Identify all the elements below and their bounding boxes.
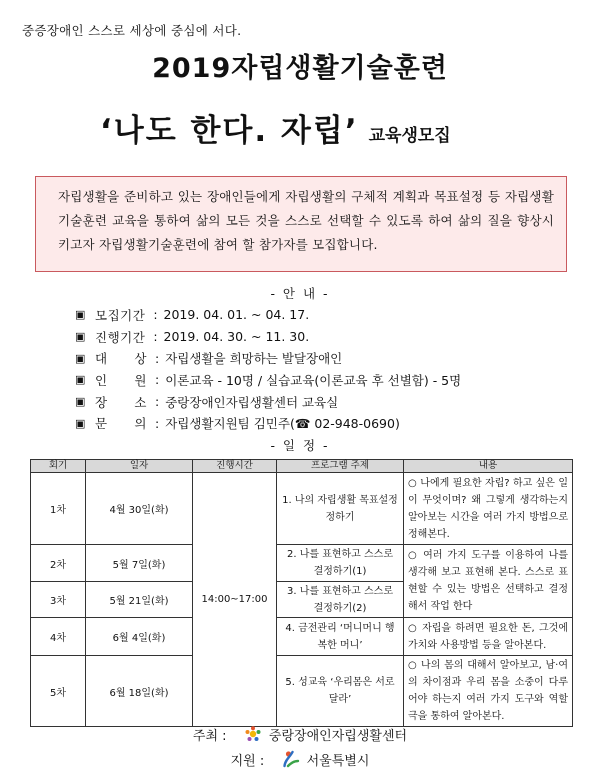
separator: : bbox=[153, 307, 158, 323]
separator: : bbox=[155, 372, 160, 388]
guide-item-label: 대 상 bbox=[95, 351, 147, 367]
host-name: 중랑장애인자립생활센터 bbox=[268, 728, 408, 744]
session-cell: 4차 bbox=[31, 618, 86, 656]
separator: : bbox=[155, 415, 160, 431]
slogan: ‘나도 한다. 자립’ bbox=[100, 113, 359, 149]
footer-support bbox=[0, 749, 600, 769]
slogan-line bbox=[100, 105, 451, 150]
guide-item bbox=[75, 326, 461, 348]
guide-item-label: 진행기간 bbox=[95, 329, 146, 345]
guide-item-label: 문 의 bbox=[95, 416, 147, 432]
col-header-program: 프로그램 주제 bbox=[277, 460, 404, 473]
session-cell: 2차 bbox=[31, 545, 86, 582]
footer-host bbox=[0, 724, 600, 744]
support-name: 서울특별시 bbox=[306, 753, 370, 769]
square-bullet-icon: ▣ bbox=[75, 330, 86, 344]
content-cell: ○ 자립을 하려면 필요한 돈, 그것에 가치와 사용방법 등을 알아본다. bbox=[404, 618, 573, 656]
col-header-time: 진행시간 bbox=[193, 460, 277, 473]
recruit-label: 교육생모집 bbox=[368, 126, 451, 146]
date-cell: 5월 7일(화) bbox=[86, 545, 193, 582]
content-cell: ○ 여러 가지 도구를 이용하여 나를 생각해 보고 표현해 본다. 스스로 표현할 수 있는 방법은 선택하고 결정해서 작업 한다 bbox=[404, 545, 573, 618]
program-cell: 5. 성교육 ‘우리몸은 서로 달라’ bbox=[277, 656, 404, 727]
square-bullet-icon: ▣ bbox=[75, 416, 86, 430]
guide-item-value: 2019. 04. 30. ~ 11. 30. bbox=[163, 329, 310, 345]
table-header-row bbox=[31, 460, 573, 473]
square-bullet-icon: ▣ bbox=[75, 351, 86, 365]
guide-heading: - 안 내 - bbox=[270, 286, 330, 301]
tagline: 중증장애인 스스로 세상에 중심에 서다. bbox=[22, 23, 242, 38]
guide-item-label: 인 원 bbox=[95, 372, 147, 388]
seoul-logo-icon bbox=[281, 749, 301, 769]
guide-item-label: 모집기간 bbox=[95, 307, 146, 323]
support-label: 지원 : bbox=[230, 753, 265, 769]
schedule-heading: - 일 정 - bbox=[270, 438, 330, 453]
guide-item bbox=[75, 412, 461, 434]
table-row bbox=[31, 545, 573, 582]
time-cell: 14:00~17:00 bbox=[193, 473, 277, 727]
guide-item-value: 중랑장애인자립생활센터 교육실 bbox=[165, 394, 339, 410]
program-cell: 4. 금전관리 ‘머니머니 행복한 머니’ bbox=[277, 618, 404, 656]
program-cell: 2. 나를 표현하고 스스로 결정하기(1) bbox=[277, 545, 404, 582]
program-cell: 3. 나를 표현하고 스스로 결정하기(2) bbox=[277, 582, 404, 618]
guide-item-value: 2019. 04. 01. ~ 04. 17. bbox=[163, 307, 310, 323]
square-bullet-icon: ▣ bbox=[75, 373, 86, 387]
date-cell: 5월 21일(화) bbox=[86, 582, 193, 618]
guide-item-value: 자립생활지원팀 김민주(☎ 02-948-0690) bbox=[165, 416, 400, 432]
square-bullet-icon: ▣ bbox=[75, 395, 86, 409]
guide-item-value: 이론교육 - 10명 / 실습교육(이론교육 후 선별함) - 5명 bbox=[165, 372, 462, 388]
date-cell: 6월 4일(화) bbox=[86, 618, 193, 656]
separator: : bbox=[155, 394, 160, 410]
separator: : bbox=[155, 350, 160, 366]
guide-list bbox=[75, 304, 461, 434]
table-row bbox=[31, 656, 573, 727]
session-cell: 5차 bbox=[31, 656, 86, 727]
guide-item bbox=[75, 391, 461, 413]
col-header-date: 일자 bbox=[86, 460, 193, 473]
schedule-table bbox=[30, 459, 573, 727]
col-header-session: 회기 bbox=[31, 460, 86, 473]
content-cell: ○ 나의 몸의 대해서 알아보고, 남·여의 차이점과 우리 몸을 소중이 다루어야 하는지 여러 가지 도구와 역할극을 통하여 알아본다. bbox=[404, 656, 573, 727]
guide-item-value: 자립생활을 희망하는 발달장애인 bbox=[165, 351, 343, 367]
session-cell: 3차 bbox=[31, 582, 86, 618]
separator: : bbox=[153, 329, 158, 345]
host-label: 주최 : bbox=[192, 728, 227, 744]
guide-item bbox=[75, 347, 461, 369]
intro-box: 자립생활을 준비하고 있는 장애인들에게 자립생활의 구체적 계획과 목표설정 등 자립생활기술훈련 교육을 통하여 삶의 모든 것을 스스로 선택할 수 있도록 하여 삶의 질을 향상시키고자 자립생활기술훈련에 참여 할 참가자를 모집합니다. bbox=[35, 176, 567, 272]
col-header-content: 내용 bbox=[404, 460, 573, 473]
program-cell: 1. 나의 자립생활 목표설정 정하기 bbox=[277, 473, 404, 545]
page-title: 2019자립생활기술훈련 bbox=[152, 53, 448, 84]
content-cell: ○ 나에게 필요한 자립? 하고 싶은 일이 무엇이며? 왜 그렇게 생각하는지 알아보는 시간을 여러 가지 방법으로 정해본다. bbox=[404, 473, 573, 545]
guide-item bbox=[75, 304, 461, 326]
date-cell: 4월 30일(화) bbox=[86, 473, 193, 545]
date-cell: 6월 18일(화) bbox=[86, 656, 193, 727]
session-cell: 1차 bbox=[31, 473, 86, 545]
center-logo-icon bbox=[243, 724, 263, 744]
guide-item bbox=[75, 369, 461, 391]
table-row bbox=[31, 473, 573, 545]
table-row bbox=[31, 618, 573, 656]
square-bullet-icon: ▣ bbox=[75, 308, 86, 322]
guide-item-label: 장 소 bbox=[95, 394, 147, 410]
